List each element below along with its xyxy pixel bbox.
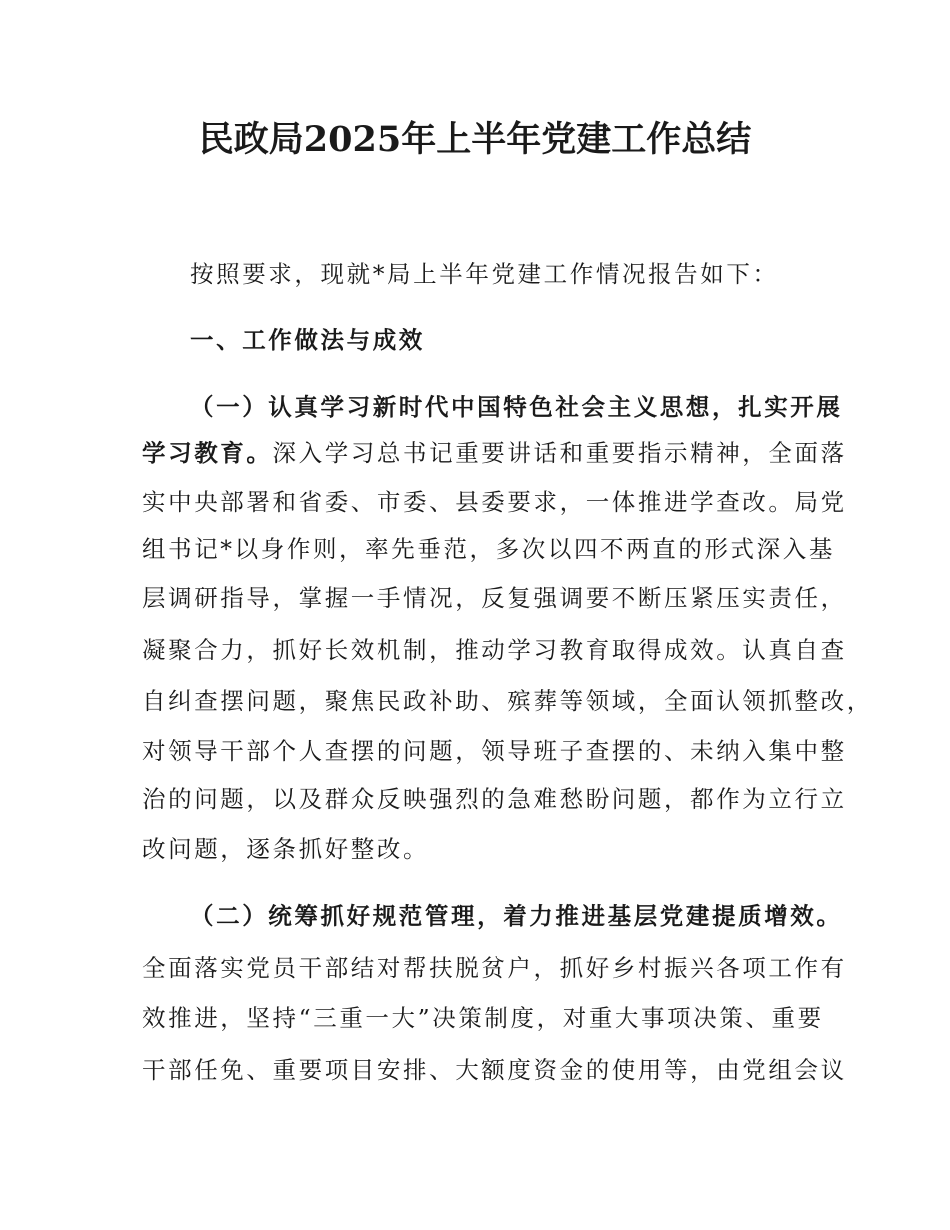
para1-heading-line2: 学习教育。 — [142, 439, 273, 467]
section-heading: 一、工作做法与成效 — [190, 326, 425, 354]
para1-line8: 对领导干部个人查摆的问题，领导班子查摆的、未纳入集中整 — [142, 737, 847, 765]
para1-line9: 治的问题，以及群众反映强烈的急难愁盼问题，都作为立行立 — [142, 785, 847, 813]
para2-line4: 干部任免、重要项目安排、大额度资金的使用等，由党组会议 — [142, 1056, 847, 1084]
para1-line7: 自纠查摆问题，聚焦民政补助、殡葬等领域，全面认领抓整改， — [142, 687, 873, 715]
para1-line5: 层调研指导，掌握一手情况，反复强调要不断压紧压实责任， — [142, 584, 847, 612]
para2-line3: 效推进，坚持“三重一大”决策制度，对重大事项决策、重要 — [142, 1004, 824, 1032]
document-title: 民政局2025年上半年党建工作总结 — [198, 119, 752, 160]
para1-line10: 改问题，逐条抓好整改。 — [142, 835, 430, 863]
para1-line2 — [142, 435, 847, 471]
para2-heading: （二）统筹抓好规范管理，着力推进基层党建提质增效。 — [190, 902, 843, 930]
para1-line3: 实中央部署和省委、市委、县委要求，一体推进学查改。局党 — [142, 488, 847, 516]
para1-heading-line1: （一）认真学习新时代中国特色社会主义思想，扎实开展 — [190, 393, 843, 421]
intro-text: 按照要求，现就*局上半年党建工作情况报告如下： — [190, 260, 779, 288]
para1-line4: 组书记*以身作则，率先垂范，多次以四不两直的形式深入基 — [142, 535, 835, 563]
para1-body-line2: 深入学习总书记重要讲话和重要指示精神，全面落 — [272, 439, 847, 467]
para2-line2: 全面落实党员干部结对帮扶脱贫户，抓好乡村振兴各项工作有 — [142, 954, 847, 982]
para1-line6: 凝聚合力，抓好长效机制，推动学习教育取得成效。认真自查 — [142, 636, 847, 664]
